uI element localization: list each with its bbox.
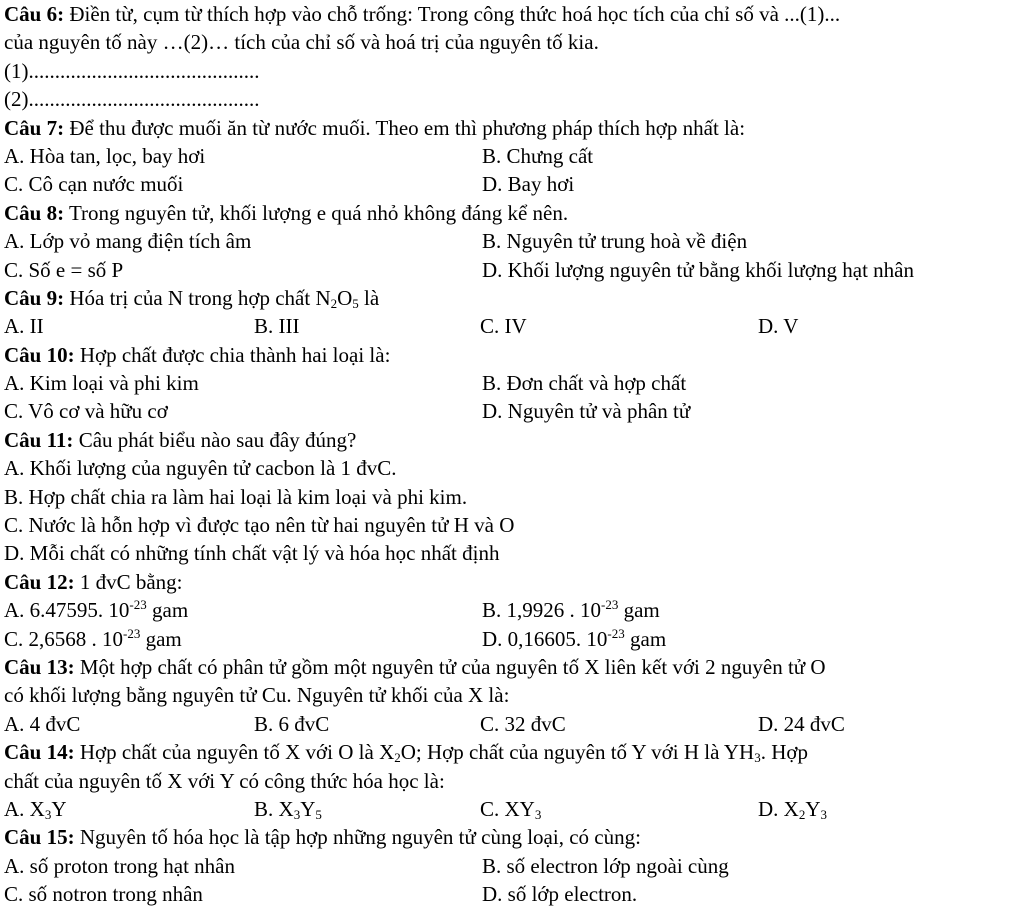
- q14-c-sub1: 3: [534, 806, 542, 822]
- q13-options: [4, 710, 1020, 738]
- q14-t1: Hợp chất của nguyên tố X với O là X: [74, 740, 395, 765]
- q7-option-b: B. Chưng cất: [482, 143, 594, 168]
- q10-text: Hợp chất được chia thành hai loại là:: [74, 342, 391, 367]
- q12-stem: [4, 568, 1020, 596]
- q14-option-a: [4, 795, 67, 823]
- q8-row2: [4, 256, 1020, 284]
- q12-option-d: [482, 625, 666, 653]
- q7-label: Câu 7:: [4, 115, 65, 140]
- q12-a-exponent: -23: [129, 597, 147, 613]
- q12-c-unit: gam: [140, 626, 182, 651]
- q12-c-exponent: -23: [123, 625, 141, 641]
- q14-line2: chất của nguyên tố X với Y có công thức hóa học là:: [4, 768, 445, 793]
- q14-d-mid: Y: [805, 796, 821, 821]
- q7-option-c: C. Cô cạn nước muối: [4, 172, 184, 197]
- q11-option-d: D. Mỗi chất có những tính chất vật lý và hóa học nhất định: [4, 541, 500, 566]
- q12-label: Câu 12:: [4, 569, 75, 594]
- q12-option-c: [4, 625, 182, 653]
- q12-option-b: [482, 596, 660, 624]
- q6-blank2: (2)............................................: [4, 87, 260, 112]
- q10-option-b: B. Đơn chất và hợp chất: [482, 371, 687, 396]
- q10-option-c: C. Vô cơ và hữu cơ: [4, 399, 168, 424]
- q10-option-d: D. Nguyên tử và phân tử: [482, 399, 691, 424]
- q15-option-b: B. số electron lớp ngoài cùng: [482, 853, 729, 878]
- q13-option-c: C. 32 đvC: [480, 711, 566, 736]
- q12-b-exponent: -23: [601, 597, 619, 613]
- q14-s2: 3: [754, 750, 761, 766]
- q14-a-sub1: 3: [44, 806, 52, 822]
- q15-row2: [4, 880, 1020, 908]
- q9-option-c: C. IV: [480, 314, 527, 339]
- q12-a-value: A. 6.47595. 10: [4, 598, 130, 623]
- q12-a-unit: gam: [146, 598, 189, 623]
- q15-stem: [4, 823, 1020, 851]
- q11-label: Câu 11:: [4, 427, 74, 452]
- q8-option-a: A. Lớp vỏ mang điện tích âm: [4, 229, 252, 254]
- q9-option-a: A. II: [4, 314, 44, 339]
- q15-option-a: A. số proton trong hạt nhân: [4, 853, 235, 878]
- q6-label: Câu 6:: [4, 2, 65, 26]
- q8-option-c: C. Số e = số P: [4, 257, 124, 282]
- q13-stem: [4, 653, 1020, 681]
- q14-a-pre: A. X: [4, 796, 45, 821]
- q13-text1: Một hợp chất có phân tử gồm một nguyên tử của nguyên tố X liên kết với 2 nguyên tử O: [74, 654, 826, 679]
- q10-option-a: A. Kim loại và phi kim: [4, 371, 199, 396]
- q14-option-c: [480, 795, 541, 823]
- q10-row1: [4, 369, 1020, 397]
- q14-d-pre: D. X: [758, 796, 799, 821]
- q12-b-value: B. 1,9926 . 10: [482, 598, 602, 623]
- q15-text: Nguyên tố hóa học là tập hợp những nguyên tử cùng loại, có cùng:: [74, 825, 641, 850]
- q14-a-mid: Y: [51, 796, 67, 821]
- q14-label: Câu 14:: [4, 740, 75, 765]
- q11-option-c: C. Nước là hỗn hợp vì được tạo nên từ hai nguyên tử H và O: [4, 513, 515, 538]
- q10-stem: [4, 341, 1020, 369]
- q8-label: Câu 8:: [4, 200, 65, 225]
- q8-option-d: D. Khối lượng nguyên tử bằng khối lượng hạt nhân: [482, 257, 914, 282]
- q14-d-sub1: 2: [798, 806, 806, 822]
- q12-d-exponent: -23: [607, 625, 625, 641]
- q6-text1: Điền từ, cụm từ thích hợp vào chỗ trống: Trong công thức hoá học tích của chỉ số và ...(1)...: [64, 2, 841, 26]
- q11-stem: [4, 426, 1020, 454]
- q12-b-unit: gam: [618, 598, 660, 623]
- q9-text-pre: Hóa trị của N trong hợp chất N: [64, 285, 331, 310]
- q7-option-a: A. Hòa tan, lọc, bay hơi: [4, 143, 206, 168]
- q14-stem: [4, 738, 1020, 766]
- q7-text: Để thu được muối ăn từ nước muối. Theo em thì phương pháp thích hợp nhất là:: [64, 115, 746, 140]
- q12-d-value: D. 0,16605. 10: [482, 626, 608, 651]
- q8-stem: [4, 199, 1020, 227]
- q8-option-b: B. Nguyên tử trung hoà về điện: [482, 229, 748, 254]
- q7-option-d: D. Bay hơi: [482, 172, 575, 197]
- q8-row1: [4, 227, 1020, 255]
- q12-row2: [4, 625, 1020, 653]
- q13-option-a: A. 4 đvC: [4, 711, 81, 736]
- q7-stem: [4, 114, 1020, 142]
- q9-sub2: 5: [352, 295, 359, 311]
- q6-line1: [4, 0, 1020, 28]
- q7-row2: [4, 170, 1020, 198]
- q13-label: Câu 13:: [4, 654, 75, 679]
- q12-d-unit: gam: [624, 626, 667, 651]
- q14-options: [4, 795, 1020, 823]
- q12-option-a: [4, 596, 188, 624]
- q14-b-sub1: 3: [293, 806, 301, 822]
- q12-row1: [4, 596, 1020, 624]
- q15-option-d: D. số lớp electron.: [482, 882, 638, 907]
- q7-row1: [4, 142, 1020, 170]
- q9-option-d: D. V: [758, 314, 799, 339]
- q10-label: Câu 10:: [4, 342, 75, 367]
- q14-s1: 2: [394, 750, 401, 766]
- q9-mid: O: [337, 285, 353, 310]
- q6-blank1: (1)............................................: [4, 58, 260, 83]
- q13-option-b: B. 6 đvC: [254, 711, 330, 736]
- q10-row2: [4, 397, 1020, 425]
- q14-b-mid: Y: [300, 796, 316, 821]
- q15-label: Câu 15:: [4, 825, 75, 850]
- q14-b-pre: B. X: [254, 796, 294, 821]
- q14-option-d: [758, 795, 827, 823]
- q8-text: Trong nguyên tử, khối lượng e quá nhỏ không đáng kể nên.: [64, 200, 569, 225]
- q9-options: [4, 312, 1020, 340]
- q9-text-post: là: [358, 285, 380, 310]
- q12-text: 1 đvC bằng:: [74, 569, 183, 594]
- q14-d-sub2: 3: [820, 806, 828, 822]
- q14-c-pre: C. XY: [480, 796, 535, 821]
- q6-line2: của nguyên tố này …(2)… tích của chỉ số và hoá trị của nguyên tố kia.: [4, 30, 599, 55]
- q9-option-b: B. III: [254, 314, 300, 339]
- q14-t3: . Hợp: [760, 740, 808, 765]
- q15-row1: [4, 852, 1020, 880]
- q13-line2: có khối lượng bằng nguyên tử Cu. Nguyên tử khối của X là:: [4, 683, 510, 708]
- q9-sub1: 2: [330, 295, 338, 311]
- q9-label: Câu 9:: [4, 285, 65, 310]
- q14-b-sub2: 5: [315, 806, 322, 822]
- q11-text: Câu phát biểu nào sau đây đúng?: [73, 427, 357, 452]
- q12-c-value: C. 2,6568 . 10: [4, 626, 124, 651]
- q14-t2: O; Hợp chất của nguyên tố Y với H là YH: [400, 740, 755, 765]
- q13-option-d: D. 24 đvC: [758, 711, 845, 736]
- q14-option-b: [254, 795, 322, 823]
- q11-option-b: B. Hợp chất chia ra làm hai loại là kim loại và phi kim.: [4, 484, 468, 509]
- q15-option-c: C. số notron trong nhân: [4, 882, 203, 907]
- q9-stem: [4, 284, 1020, 312]
- q11-option-a: A. Khối lượng của nguyên tử cacbon là 1 đvC.: [4, 456, 397, 481]
